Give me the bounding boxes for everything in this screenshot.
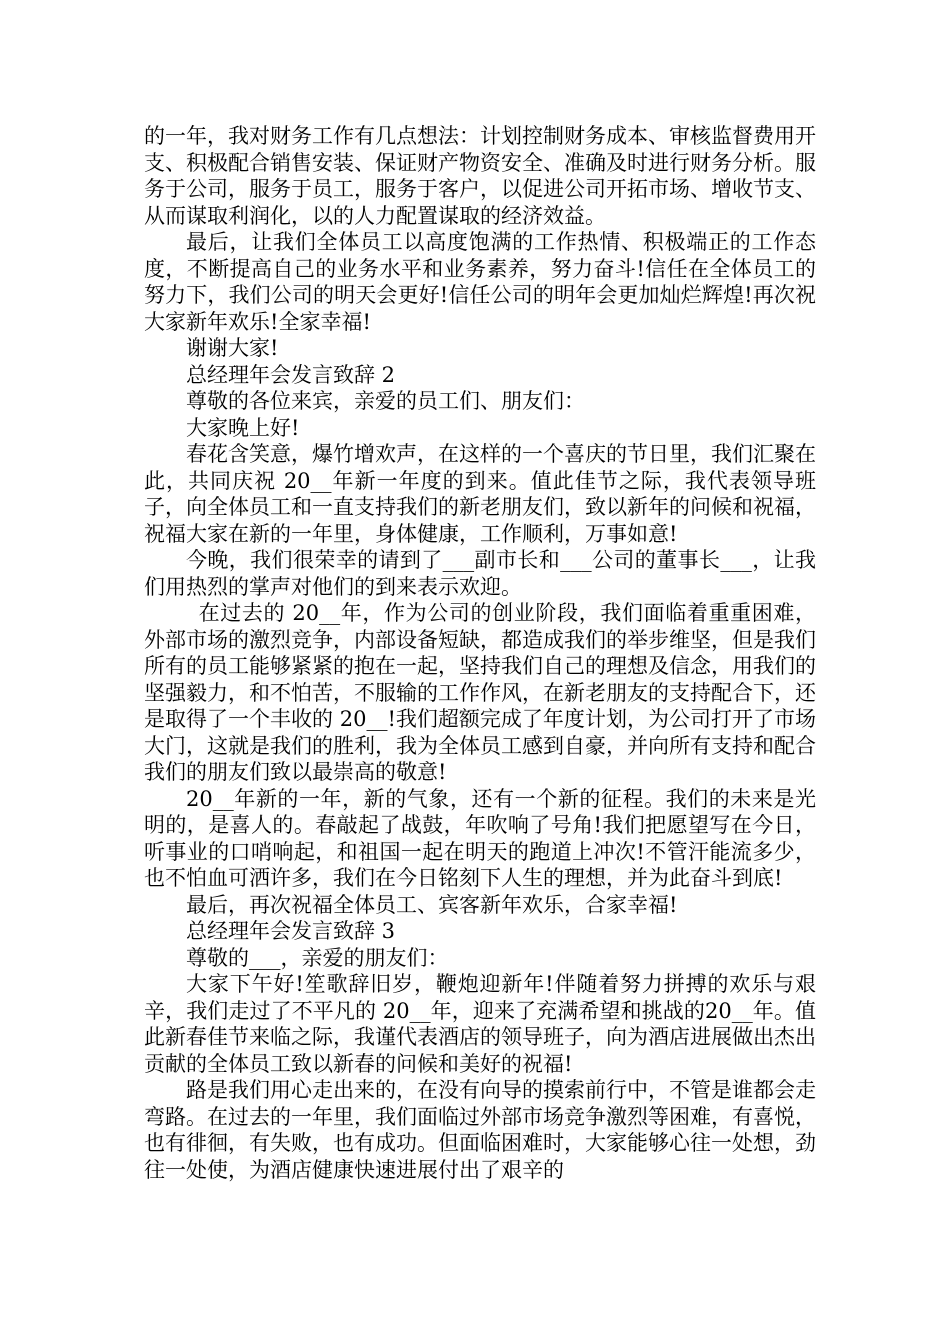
section-heading-2: 总经理年会发言致辞 2 — [186, 362, 396, 387]
paragraph-guests-welcome: 今晚，我们很荣幸的请到了___副市长和___公司的董事长___，让我们用热烈的掌声对他们的到来表示欢迎。 — [144, 548, 816, 599]
greeting-evening: 大家晚上好! — [186, 415, 300, 440]
paragraph-afternoon-greeting: 大家下午好!笙歌辞旧岁，鞭炮迎新年!伴随着努力拼搏的欢乐与艰辛，我们走过了不平凡的 20__年，迎来了充满希望和挑战的20__年。值此新春佳节来临之际，我谨代表酒店的领导班子，向为酒店进展做出杰出贡献的全体员工致以新春的问候和美好的祝福! — [144, 972, 816, 1076]
salutation-3: 尊敬的___，亲爱的朋友们： — [186, 945, 449, 970]
document-body — [144, 123, 816, 1183]
salutation-2: 尊敬的各位来宾，亲爱的员工们、朋友们： — [186, 389, 585, 413]
paragraph-new-year: 20__年新的一年，新的气象，还有一个新的征程。我们的未来是光明的，是喜人的。春敲起了战鼓，年吹响了号角!我们把愿望写在今日，听事业的口哨响起，和祖国一起在明天的跑道上冲次!不管汗能流多少，也不怕血可洒许多，我们在今日铭刻下人生的理想，并为此奋斗到底! — [144, 786, 816, 890]
paragraph-thanks: 谢谢大家! — [186, 336, 279, 360]
paragraph-final-wishes: 最后，再次祝福全体员工、宾客新年欢乐，合家幸福! — [186, 892, 678, 917]
paragraph-closing-wishes: 最后，让我们全体员工以高度饱满的工作热情、积极端正的工作态度，不断提高自己的业务水平和业务素养，努力奋斗!信任在全体员工的努力下，我们公司的明天会更好!信任公司的明年会更加灿烂辉煌!再次祝大家新年欢乐!全家幸福! — [144, 230, 816, 334]
paragraph-finance-continuation: 的一年，我对财务工作有几点想法：计划控制财务成本、审核监督费用开支、积极配合销售安装、保证财产物资安全、准确及时进行财务分析。服务于公司，服务于员工，服务于客户，以促进公司开拓市场、增收节支、从而谋取利润化，以的人力配置谋取的经济效益。 — [144, 124, 816, 228]
paragraph-spring-festival: 春花含笑意，爆竹增欢声，在这样的一个喜庆的节日里，我们汇聚在此，共同庆祝 20__年新一年度的到来。值此佳节之际，我代表领导班子，向全体员工和一直支持我们的新老朋友们，致以新年的问候和祝福，祝福大家在新的一年里，身体健康，工作顺利，万事如意! — [144, 442, 816, 546]
paragraph-past-year: 在过去的 20__年，作为公司的创业阶段，我们面临着重重困难，外部市场的激烈竞争，内部设备短缺，都造成我们的举步维坚，但是我们所有的员工能够紧紧的抱在一起，坚持我们自己的理想及信念，用我们的坚强毅力，和不怕苦，不服输的工作作风，在新老朋友的支持配合下，还是取得了一个丰收的 20__!我们超额完成了年度计划，为公司打开了市场大门，这就是我们的胜利，我为全体员工感到自豪，并向所有支持和配合我们的朋友们致以最崇高的敬意! — [144, 601, 816, 784]
section-heading-3: 总经理年会发言致辞 3 — [186, 919, 396, 943]
paragraph-road-ahead: 路是我们用心走出来的，在没有向导的摸索前行中，不管是谁都会走弯路。在过去的一年里，我们面临过外部市场竞争激烈等困难，有喜悦，也有徘徊，有失败，也有成功。但面临困难时，大家能够心往一处想，劲往一处使，为酒店健康快速进展付出了艰辛的 — [144, 1078, 816, 1182]
